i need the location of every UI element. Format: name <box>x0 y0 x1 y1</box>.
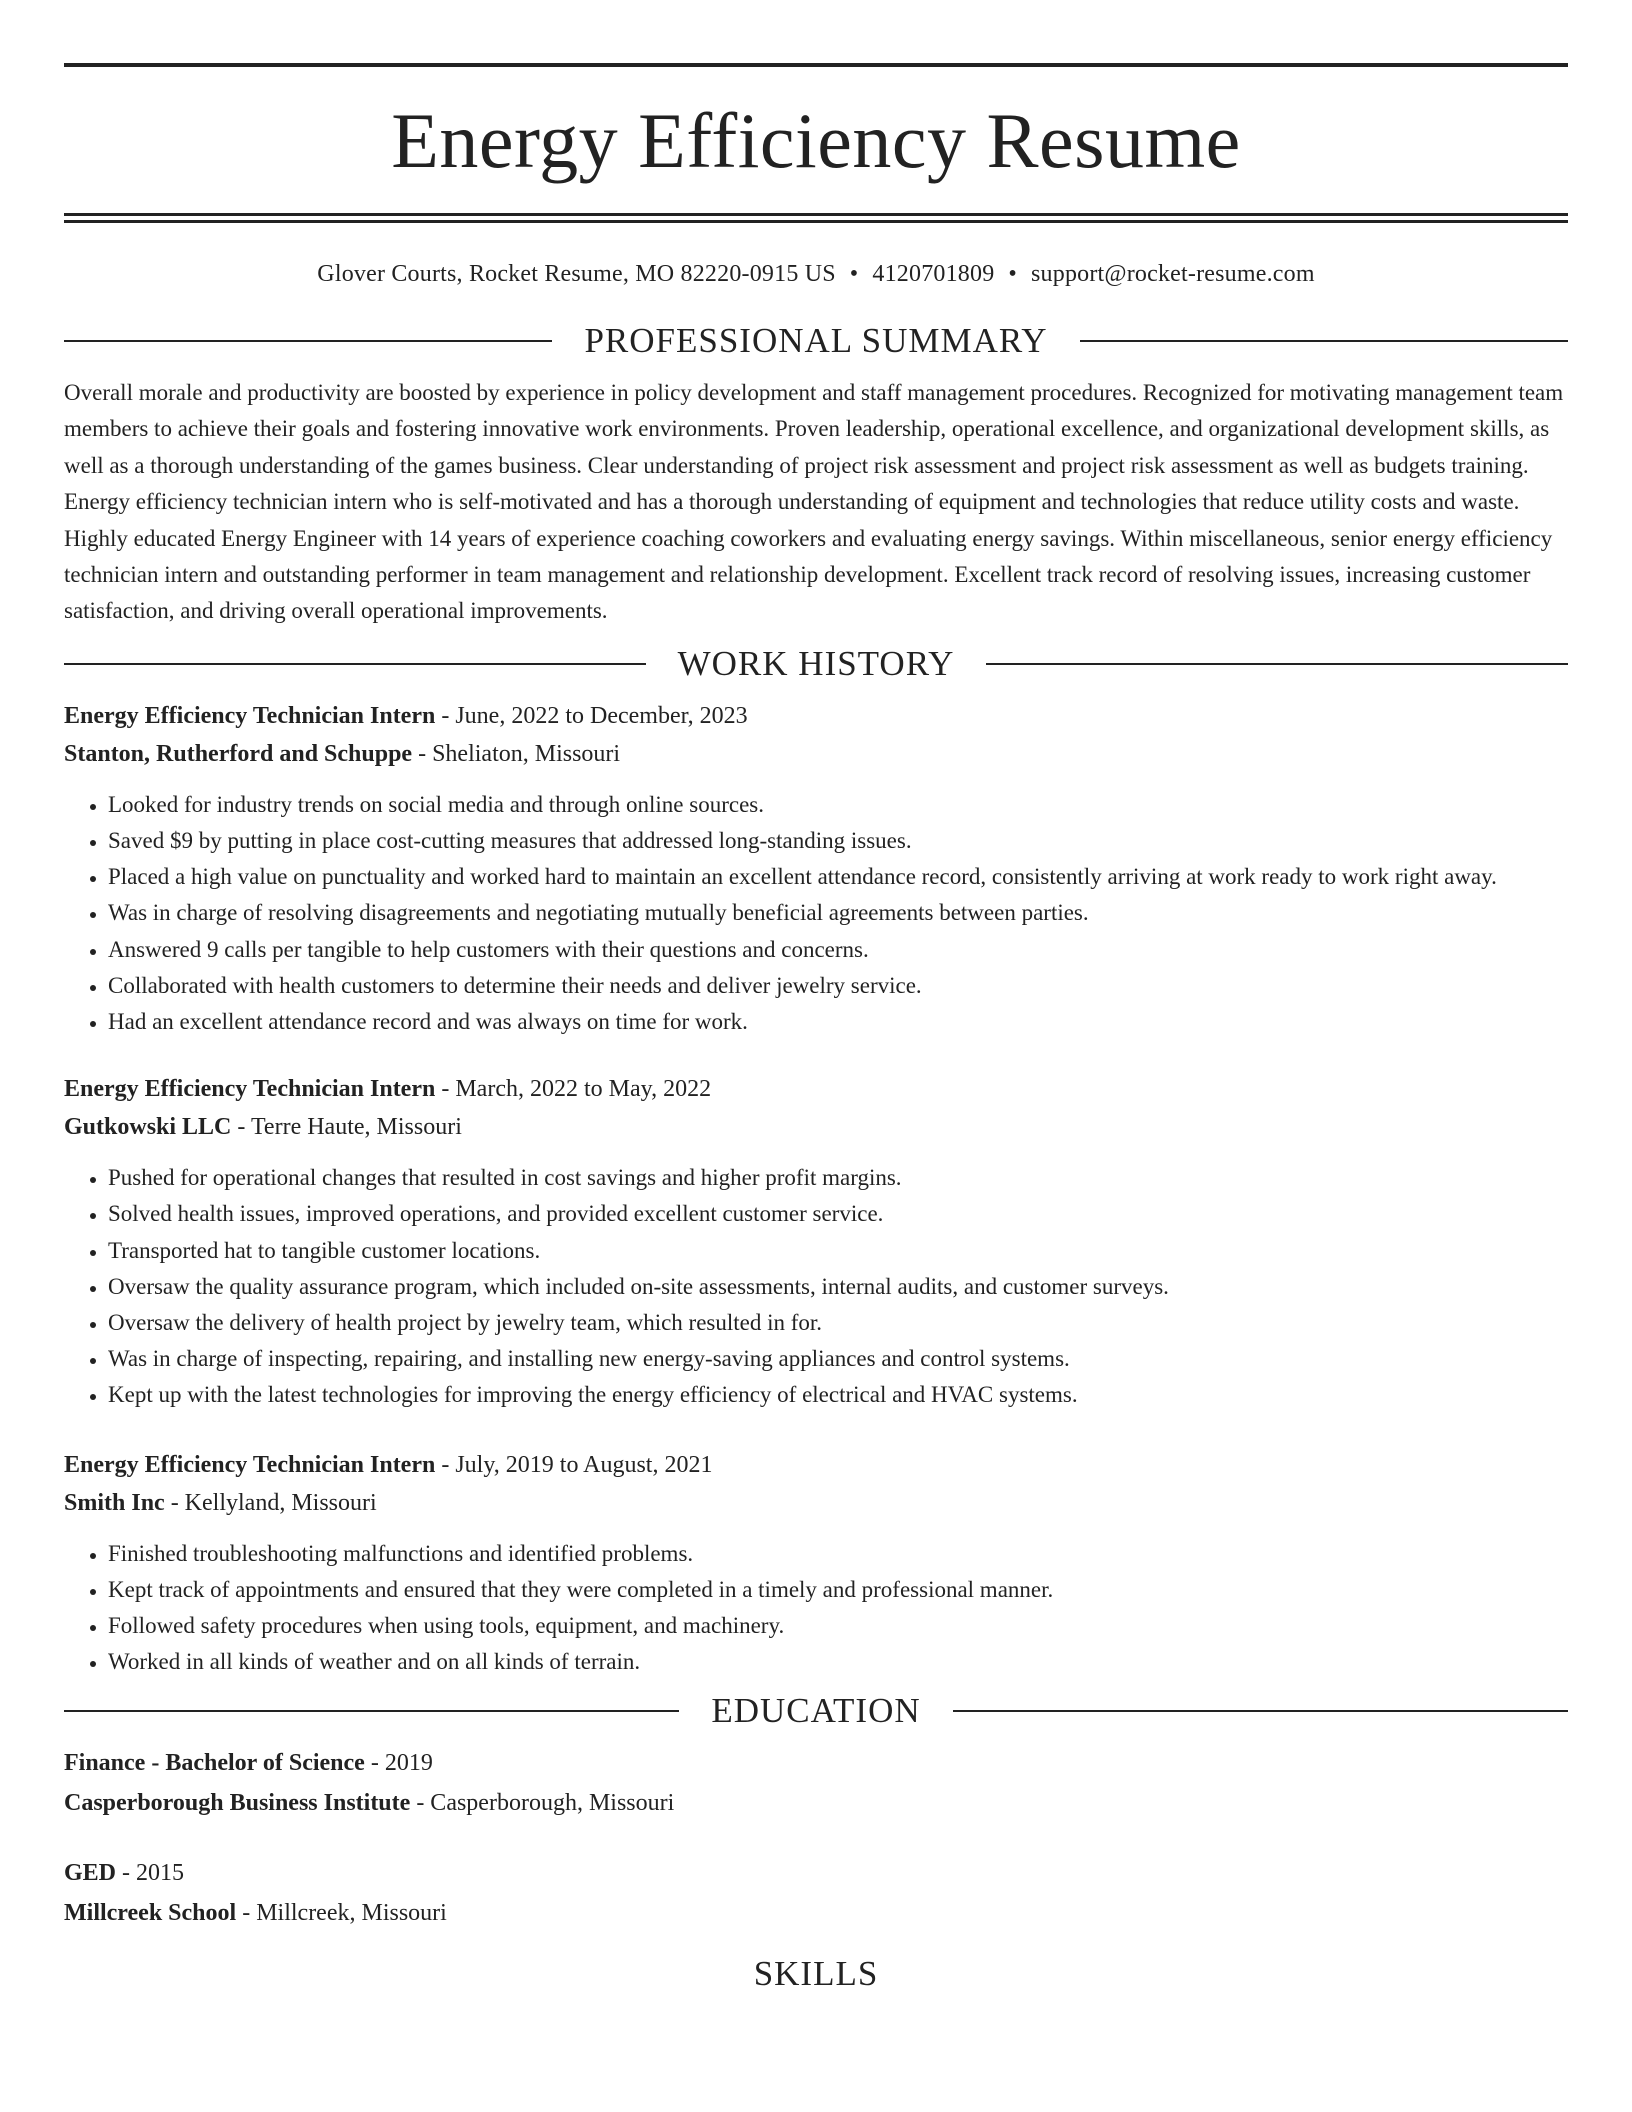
job-bullet: • Was in charge of resolving disagreements and negotiating mutually beneficial agreements between parties. <box>108 895 1568 931</box>
education-entry <box>64 1854 1568 1932</box>
job-bullet: • Collaborated with health customers to determine their needs and deliver jewelry service. <box>108 968 1568 1004</box>
education-school-line <box>64 1784 1568 1822</box>
education-year: - 2019 <box>364 1749 433 1776</box>
job-title-line <box>64 697 1568 735</box>
section-rule-right <box>953 1710 1568 1712</box>
job-bullet: • Answered 9 calls per tangible to help customers with their questions and concerns. <box>108 932 1568 968</box>
job-role: Energy Efficiency Technician Intern <box>64 702 436 729</box>
job-dates: - June, 2022 to December, 2023 <box>435 702 748 729</box>
job-bullet: • Saved $9 by putting in place cost-cutting measures that addressed long-standing issues. <box>108 823 1568 859</box>
job-bullet: • Had an excellent attendance record and was always on time for work. <box>108 1004 1568 1040</box>
job-entry <box>64 1070 1568 1413</box>
education-entry <box>64 1744 1568 1822</box>
education-degree: GED <box>64 1859 117 1886</box>
job-bullet: • Kept up with the latest technologies for improving the energy efficiency of electrical and HVAC systems. <box>108 1377 1568 1413</box>
education-school: Casperborough Business Institute <box>64 1789 411 1816</box>
job-location: - Terre Haute, Missouri <box>231 1114 462 1141</box>
section-title-work: WORK HISTORY <box>677 643 955 683</box>
job-dates: - July, 2019 to August, 2021 <box>435 1451 713 1478</box>
job-bullet: • Followed safety procedures when using tools, equipment, and machinery. <box>108 1608 1568 1644</box>
section-rule-left <box>64 663 646 665</box>
section-header-work <box>64 644 1568 684</box>
job-bullet: • Placed a high value on punctuality and worked hard to maintain an excellent attendance record, consistently arriving at work ready to work right away. <box>108 859 1568 895</box>
education-degree-line <box>64 1744 1568 1782</box>
section-header-education <box>64 1691 1568 1731</box>
education-degree: Finance - Bachelor of Science <box>64 1749 365 1776</box>
job-bullet: • Oversaw the delivery of health project by jewelry team, which resulted in for. <box>108 1305 1568 1341</box>
job-bullet: • Kept track of appointments and ensured that they were completed in a timely and professional manner. <box>108 1572 1568 1608</box>
section-rule-right <box>1080 340 1568 342</box>
education-school-line <box>64 1894 1568 1932</box>
section-header-summary <box>64 321 1568 361</box>
job-company: Gutkowski LLC <box>64 1114 232 1141</box>
header-double-rule <box>64 213 1568 223</box>
section-title-skills: SKILLS <box>753 1953 879 1993</box>
job-bullets <box>64 1160 1568 1413</box>
contact-phone: 4120701809 <box>872 261 995 287</box>
section-title-education: EDUCATION <box>711 1690 921 1730</box>
job-location: - Sheliaton, Missouri <box>412 740 621 767</box>
contact-line <box>64 259 1568 289</box>
job-entry <box>64 697 1568 1040</box>
header-top-rule <box>64 63 1568 67</box>
job-role: Energy Efficiency Technician Intern <box>64 1076 436 1103</box>
job-company-line <box>64 1484 1568 1522</box>
contact-address: Glover Courts, Rocket Resume, MO 82220-0915 US <box>317 261 836 287</box>
job-bullet: • Oversaw the quality assurance program, which included on-site assessments, internal audits, and customer surveys. <box>108 1269 1568 1305</box>
section-rule-left <box>64 1710 679 1712</box>
job-bullet: • Solved health issues, improved operations, and provided excellent customer service. <box>108 1196 1568 1232</box>
contact-separator: • <box>849 261 859 287</box>
section-rule-left <box>64 340 552 342</box>
job-title-line <box>64 1446 1568 1484</box>
job-company-line <box>64 1108 1568 1146</box>
summary-text: Overall morale and productivity are boosted by experience in policy development and staff management procedures. Recognized for motivating management team members to achieve their goals and fostering innovative work environments. Proven leadership, operational excellence, and organizational development skills, as well as a thorough understanding of the games business. Clear understanding of project risk assessment and project risk assessment as well as budgets training. Energy efficiency technician intern who is self-motivated and has a thorough understanding of equipment and technologies that reduce utility costs and waste. Highly educated Energy Engineer with 14 years of experience coaching coworkers and evaluating energy savings. Within miscellaneous, senior energy efficiency technician intern and outstanding performer in team management and relationship development. Excellent track record of resolving issues, increasing customer satisfaction, and driving overall operational improvements. <box>64 380 1564 624</box>
education-school: Millcreek School <box>64 1899 237 1926</box>
section-header-skills <box>64 1954 1568 1994</box>
job-bullet: • Looked for industry trends on social media and through online sources. <box>108 787 1568 823</box>
job-title-line <box>64 1070 1568 1108</box>
job-entry <box>64 1446 1568 1681</box>
job-bullet: • Transported hat to tangible customer locations. <box>108 1233 1568 1269</box>
section-title-summary: PROFESSIONAL SUMMARY <box>584 321 1048 360</box>
resume-title: Energy Efficiency Resume <box>391 97 1241 184</box>
education-location: - Casperborough, Missouri <box>410 1789 675 1816</box>
job-bullet: • Was in charge of inspecting, repairing, and installing new energy-saving appliances and control systems. <box>108 1341 1568 1377</box>
job-company: Stanton, Rutherford and Schuppe <box>64 740 413 767</box>
job-bullets <box>64 787 1568 1040</box>
contact-email: support@rocket-resume.com <box>1031 261 1315 287</box>
job-dates: - March, 2022 to May, 2022 <box>435 1076 712 1103</box>
education-location: - Millcreek, Missouri <box>236 1899 447 1926</box>
job-bullet: • Finished troubleshooting malfunctions and identified problems. <box>108 1536 1568 1572</box>
education-degree-line <box>64 1854 1568 1892</box>
job-role: Energy Efficiency Technician Intern <box>64 1451 436 1478</box>
contact-separator: • <box>1008 261 1018 287</box>
job-company-line <box>64 735 1568 773</box>
section-rule-right <box>986 663 1568 665</box>
job-bullets <box>64 1536 1568 1681</box>
education-year: - 2015 <box>116 1859 185 1886</box>
job-bullet: • Pushed for operational changes that resulted in cost savings and higher profit margins. <box>108 1160 1568 1196</box>
job-bullet: • Worked in all kinds of weather and on all kinds of terrain. <box>108 1644 1568 1680</box>
job-company: Smith Inc <box>64 1489 165 1516</box>
job-location: - Kellyland, Missouri <box>164 1489 377 1516</box>
